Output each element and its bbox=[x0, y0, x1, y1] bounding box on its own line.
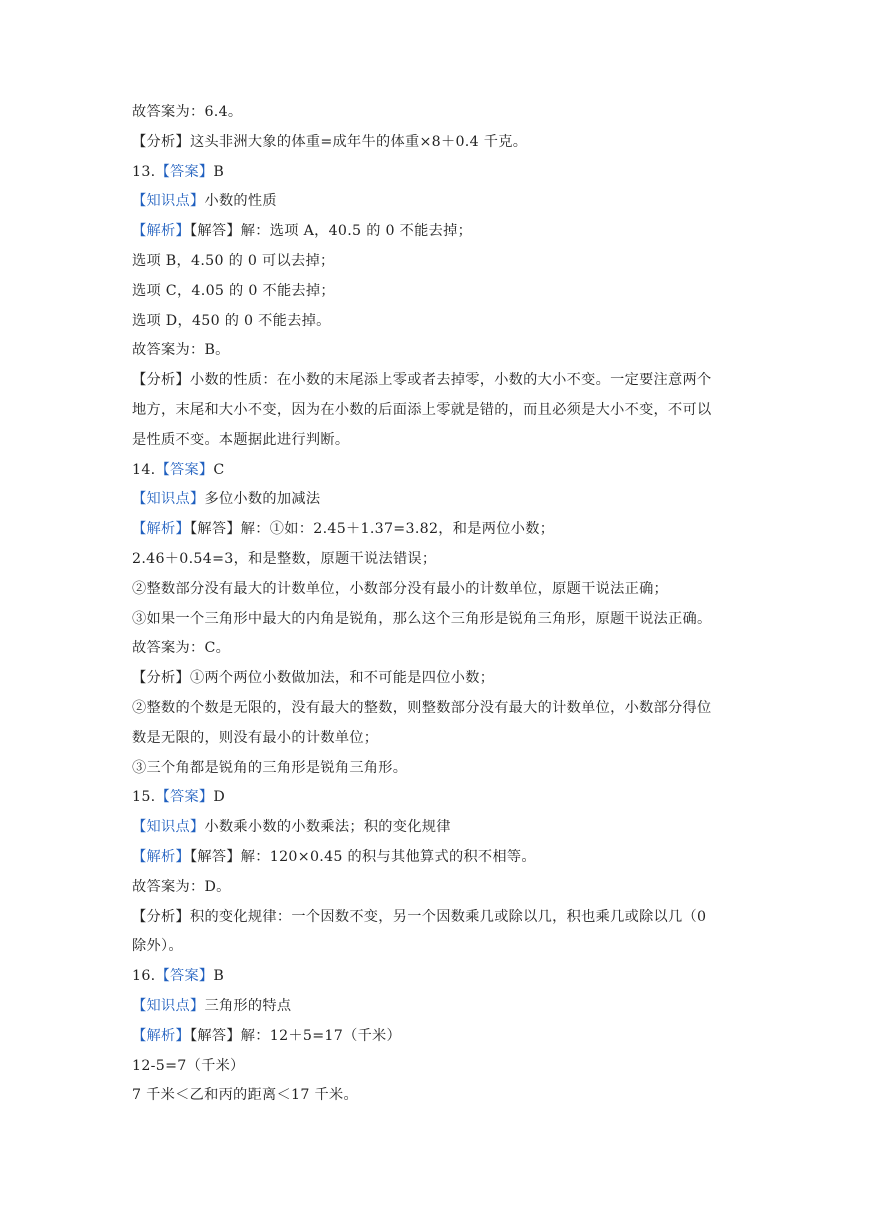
text-line bbox=[132, 1081, 747, 1111]
text-line bbox=[132, 485, 747, 515]
text-line bbox=[132, 307, 747, 337]
document-page bbox=[132, 98, 747, 1111]
text-line bbox=[132, 98, 747, 128]
section-tag: 【解析】 bbox=[132, 1027, 190, 1044]
text-line bbox=[132, 843, 747, 873]
text-line bbox=[132, 605, 747, 635]
line-text: 故答案为：C。 bbox=[132, 640, 231, 657]
line-text: 【分析】①两个两位小数做加法，和不可能是四位小数； bbox=[132, 670, 495, 687]
line-text: 故答案为：6.4。 bbox=[132, 104, 243, 120]
line-text: 选项 C，4.05 的 0 不能去掉； bbox=[132, 282, 335, 299]
line-text: 小数乘小数的小数乘法；积的变化规律 bbox=[204, 819, 451, 836]
text-line bbox=[132, 545, 747, 575]
text-line bbox=[132, 187, 747, 217]
line-text: 【分析】积的变化规律：一个因数不变，另一个因数乘几或除以几，积也乘几或除以几（0 bbox=[132, 908, 707, 925]
line-text: 小数的性质 bbox=[204, 193, 277, 210]
text-line bbox=[132, 575, 747, 605]
line-text: 除外）。 bbox=[132, 938, 183, 955]
text-line bbox=[132, 1052, 747, 1082]
line-text: 【分析】小数的性质：在小数的末尾添上零或者去掉零，小数的大小不变。一定要注意两个 bbox=[132, 372, 712, 389]
line-text: 【分析】这头非洲大象的体重=成年牛的体重×8＋0.4 千克。 bbox=[132, 133, 528, 150]
line-text: ③三个角都是锐角的三角形是锐角三角形。 bbox=[132, 759, 408, 776]
line-text: 地方，末尾和大小不变，因为在小数的后面添上零就是错的，而且必须是大小不变，不可以 bbox=[132, 401, 712, 418]
text-line bbox=[132, 396, 747, 426]
line-text: 13. bbox=[132, 163, 156, 180]
section-tag: 【答案】 bbox=[155, 968, 214, 985]
text-line bbox=[132, 724, 747, 754]
text-line bbox=[132, 992, 747, 1022]
text-line bbox=[132, 247, 747, 277]
section-tag: 【答案】 bbox=[155, 789, 214, 806]
section-tag: 【知识点】 bbox=[132, 491, 205, 508]
section-tag: 【答案】 bbox=[155, 163, 214, 180]
line-text: 三角形的特点 bbox=[204, 997, 292, 1014]
text-line bbox=[132, 515, 747, 545]
line-text: ②整数的个数是无限的，没有最大的整数，则整数部分没有最大的计数单位，小数部分得位 bbox=[132, 699, 712, 716]
text-line bbox=[132, 932, 747, 962]
line-text: D bbox=[213, 789, 226, 806]
line-text: ②整数部分没有最大的计数单位，小数部分没有最小的计数单位，原题干说法正确； bbox=[132, 580, 669, 597]
line-text: 2.46＋0.54=3，和是整数，原题干说法错误； bbox=[132, 550, 437, 567]
line-text: 选项 B，4.50 的 0 可以去掉； bbox=[132, 252, 335, 269]
line-text: 16. bbox=[132, 968, 156, 985]
line-text: B bbox=[213, 968, 225, 985]
line-text: 故答案为：D。 bbox=[132, 878, 231, 895]
line-text: 多位小数的加减法 bbox=[204, 491, 321, 508]
text-line bbox=[132, 903, 747, 933]
line-text: 【解答】解：选项 A，40.5 的 0 不能去掉； bbox=[189, 223, 473, 240]
section-tag: 【解析】 bbox=[132, 848, 190, 865]
line-text: 选项 D，450 的 0 不能去掉。 bbox=[132, 312, 331, 329]
text-line bbox=[132, 664, 747, 694]
section-tag: 【解析】 bbox=[132, 223, 190, 240]
text-line bbox=[132, 426, 747, 456]
line-text: C bbox=[213, 461, 225, 478]
line-text: B bbox=[213, 163, 225, 180]
text-line bbox=[132, 962, 747, 992]
line-text: 7 千米＜乙和丙的距离＜17 千米。 bbox=[132, 1087, 358, 1104]
section-tag: 【答案】 bbox=[155, 461, 214, 478]
line-text: 【解答】解：12＋5=17（千米） bbox=[189, 1027, 402, 1044]
text-line bbox=[132, 1022, 747, 1052]
line-text: 14. bbox=[132, 461, 156, 478]
text-line bbox=[132, 873, 747, 903]
line-text: 故答案为：B。 bbox=[132, 342, 230, 359]
text-line bbox=[132, 456, 747, 486]
line-text: 是性质不变。本题据此进行判断。 bbox=[132, 431, 350, 448]
section-tag: 【知识点】 bbox=[132, 997, 205, 1014]
text-line bbox=[132, 694, 747, 724]
line-text: 数是无限的，则没有最小的计数单位； bbox=[132, 729, 379, 746]
text-line bbox=[132, 634, 747, 664]
text-line bbox=[132, 336, 747, 366]
text-line bbox=[132, 128, 747, 158]
section-tag: 【知识点】 bbox=[132, 193, 205, 210]
line-text: 【解答】解：①如：2.45＋1.37=3.82，和是两位小数； bbox=[189, 521, 555, 538]
text-line bbox=[132, 366, 747, 396]
section-tag: 【知识点】 bbox=[132, 819, 205, 836]
text-line bbox=[132, 217, 747, 247]
line-text: ③如果一个三角形中最大的内角是锐角，那么这个三角形是锐角三角形，原题干说法正确。 bbox=[132, 610, 712, 627]
line-text: 15. bbox=[132, 789, 156, 806]
line-text: 【解答】解：120×0.45 的积与其他算式的积不相等。 bbox=[189, 848, 536, 865]
section-tag: 【解析】 bbox=[132, 521, 190, 538]
text-line bbox=[132, 813, 747, 843]
text-line bbox=[132, 158, 747, 188]
text-line bbox=[132, 783, 747, 813]
text-line bbox=[132, 754, 747, 784]
text-line bbox=[132, 277, 747, 307]
line-text: 12-5=7（千米） bbox=[132, 1057, 245, 1074]
